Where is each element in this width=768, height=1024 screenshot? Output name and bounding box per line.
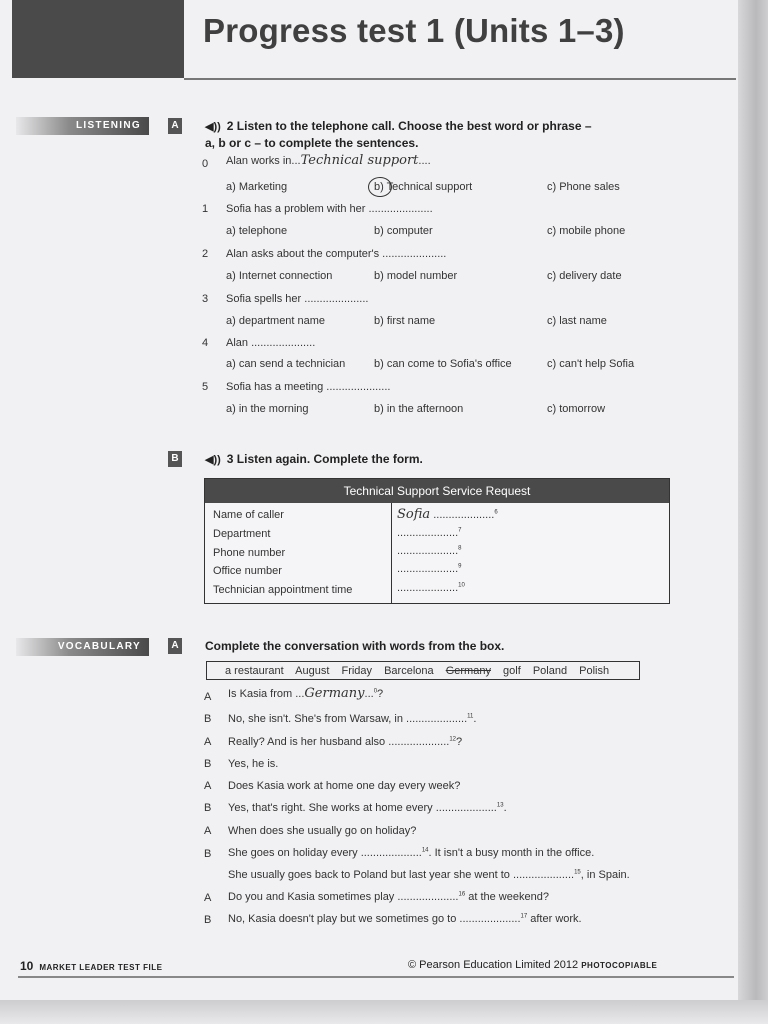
dialogue-line: Yes, he is. xyxy=(228,758,279,770)
item-number: 17 xyxy=(520,913,528,920)
instruction-line2: a, b or c – to complete the sentences. xyxy=(205,136,419,150)
listening-task-a-letter: A xyxy=(168,118,182,134)
item-number: 8 xyxy=(458,545,462,552)
line-end: after work. xyxy=(527,913,582,925)
speaker-label: A xyxy=(204,892,212,904)
dialogue-line xyxy=(228,913,582,925)
line-text: Is Kasia from ... xyxy=(228,688,305,700)
option-b[interactable]: b) computer xyxy=(374,225,433,237)
header-rule xyxy=(184,78,736,80)
option-c[interactable]: c) Phone sales xyxy=(547,181,620,193)
audio-speaker-icon: ◀)) xyxy=(205,121,221,133)
blank: .................... xyxy=(397,527,459,539)
option-a[interactable]: a) department name xyxy=(226,315,326,327)
audio-speaker-icon: ◀)) xyxy=(205,454,221,466)
line-text: Really? And is her husband also .................... xyxy=(228,736,450,748)
form-title: Technical Support Service Request xyxy=(205,479,669,503)
dialogue-line xyxy=(228,802,507,814)
question-number: 0 xyxy=(202,158,209,170)
form-label: Office number xyxy=(213,565,282,577)
option-c[interactable]: c) can't help Sofia xyxy=(547,358,635,370)
dialogue-line xyxy=(228,713,476,725)
form-label: Phone number xyxy=(213,547,286,559)
speaker-label: A xyxy=(204,736,212,748)
line-text: Do you and Kasia sometimes play .................... xyxy=(228,891,459,903)
form-label: Department xyxy=(213,528,271,540)
item-number: 13 xyxy=(496,802,504,809)
item-number: 12 xyxy=(449,736,457,743)
stem-end: . xyxy=(427,155,431,167)
instruction-text: 3 Listen again. Complete the form. xyxy=(226,452,423,466)
dialogue-line-continued xyxy=(228,869,630,881)
line-end: ? xyxy=(456,736,463,748)
blank: .................... xyxy=(397,545,459,557)
form-field-appointment[interactable] xyxy=(397,582,465,594)
photocopiable-label: PHOTOCOPIABLE xyxy=(581,961,658,970)
question-number: 1 xyxy=(202,203,209,215)
dots: ... xyxy=(291,155,301,167)
line-text: Yes, that's right. She works at home every .................... xyxy=(228,802,497,814)
question-number: 4 xyxy=(202,337,209,349)
option-a[interactable]: a) Marketing xyxy=(226,181,288,193)
speaker-label: B xyxy=(204,713,212,725)
footer-left xyxy=(20,959,162,973)
copyright: © Pearson Education Limited 2012 xyxy=(408,959,579,971)
form-label: Name of caller xyxy=(213,509,284,521)
stem-text: Alan works in xyxy=(226,155,292,167)
word-item: a restaurant xyxy=(225,665,284,677)
book-title: MARKET LEADER TEST FILE xyxy=(39,963,163,972)
listening-a-instruction xyxy=(205,118,592,151)
item-number: 0 xyxy=(373,688,378,695)
word-item: Poland xyxy=(532,665,568,677)
instruction-line1: 2 Listen to the telephone call. Choose the best word or phrase – xyxy=(226,119,592,133)
speaker-label: B xyxy=(204,758,212,770)
line-end: . xyxy=(473,713,477,725)
option-b[interactable]: b) Technical support xyxy=(374,181,473,193)
question-stem: Alan asks about the computer's ..................... xyxy=(226,248,447,260)
item-number: 10 xyxy=(458,582,465,589)
form-field-phone[interactable] xyxy=(397,545,461,557)
question-stem: Sofia spells her ..................... xyxy=(226,293,369,305)
speaker-label: A xyxy=(204,825,212,837)
handwritten-answer: Sofia xyxy=(397,507,431,522)
form-field-name[interactable] xyxy=(397,507,498,522)
option-b[interactable]: b) in the afternoon xyxy=(374,403,464,415)
dialogue-line: When does she usually go on holiday? xyxy=(228,825,417,837)
vocabulary-a-instruction: Complete the conversation with words from the box. xyxy=(205,639,505,653)
word-item: golf xyxy=(503,665,521,677)
option-c[interactable]: c) last name xyxy=(547,315,607,327)
blank: .................... xyxy=(397,563,459,575)
word-item: August xyxy=(295,665,330,677)
question-stem: Sofia has a problem with her ..................... xyxy=(226,203,433,215)
dialogue-line: Does Kasia work at home one day every week? xyxy=(228,780,461,792)
listening-section-label: LISTENING xyxy=(16,117,149,135)
line-text: No, she isn't. She's from Warsaw, in .................... xyxy=(228,713,468,725)
speaker-label: B xyxy=(204,848,212,860)
footer-rule xyxy=(18,976,734,978)
dots-end: ... xyxy=(418,155,428,167)
handwritten-answer: Technical support xyxy=(300,153,419,168)
question-stem: Alan ..................... xyxy=(226,337,316,349)
option-a[interactable]: a) Internet connection xyxy=(226,270,333,282)
question-stem xyxy=(226,153,431,168)
item-number: 15 xyxy=(574,869,581,876)
handwritten-answer: Germany xyxy=(304,686,365,701)
word-item: Friday xyxy=(341,665,373,677)
speaker-label: A xyxy=(204,780,212,792)
dialogue-line xyxy=(228,686,383,701)
word-box xyxy=(206,661,640,680)
question-number: 2 xyxy=(202,248,209,260)
option-a[interactable]: a) can send a technician xyxy=(226,358,346,370)
line-end: . xyxy=(503,802,507,814)
dialogue-line xyxy=(228,891,549,903)
word-item: Polish xyxy=(579,665,610,677)
item-number: 11 xyxy=(467,713,474,720)
blank: .................... xyxy=(397,582,459,594)
question-number: 3 xyxy=(202,293,209,305)
option-c[interactable]: c) mobile phone xyxy=(547,225,626,237)
item-number: 7 xyxy=(458,527,462,534)
line-end: at the weekend? xyxy=(465,891,549,903)
dialogue-line xyxy=(228,847,594,859)
option-a[interactable]: a) in the morning xyxy=(226,403,309,415)
page-bottom-shadow xyxy=(0,1000,768,1024)
option-c[interactable]: c) tomorrow xyxy=(547,403,606,415)
line-text: No, Kasia doesn't play but we sometimes go to .................... xyxy=(228,913,521,925)
form-divider xyxy=(391,503,392,603)
item-number: 6 xyxy=(494,509,498,516)
listening-task-b-letter: B xyxy=(168,451,182,467)
vocabulary-task-a-letter: A xyxy=(168,638,182,654)
vocabulary-section-label: VOCABULARY xyxy=(16,638,149,656)
word-item: Barcelona xyxy=(384,665,434,677)
line-end: , in Spain. xyxy=(580,869,630,881)
option-c[interactable]: c) delivery date xyxy=(547,270,622,282)
item-number: 14 xyxy=(421,847,429,854)
speaker-label: A xyxy=(204,691,212,703)
dots: ... xyxy=(364,688,374,700)
page-number: 10 xyxy=(20,959,34,973)
option-b[interactable]: b) model number xyxy=(374,270,458,282)
service-request-form xyxy=(204,478,670,604)
footer-right xyxy=(408,959,657,971)
question-number: 5 xyxy=(202,381,209,393)
word-item-used: Germany xyxy=(445,665,491,677)
option-b[interactable]: b) can come to Sofia's office xyxy=(374,358,512,370)
option-a[interactable]: a) telephone xyxy=(226,225,288,237)
item-number: 9 xyxy=(458,563,462,570)
page-edge-shadow xyxy=(738,0,768,1024)
page-title: Progress test 1 (Units 1–3) xyxy=(203,12,625,49)
item-number: 16 xyxy=(458,891,466,898)
speaker-label: B xyxy=(204,914,212,926)
form-label: Technician appointment time xyxy=(213,584,353,596)
form-field-department[interactable] xyxy=(397,527,461,539)
line-text: She usually goes back to Poland but last year she went to .................... xyxy=(228,869,575,881)
line-end: ? xyxy=(377,688,384,700)
option-b[interactable]: b) first name xyxy=(374,315,436,327)
form-field-office[interactable] xyxy=(397,563,461,575)
dialogue-line xyxy=(228,736,462,748)
blank: .................... xyxy=(430,509,495,521)
listening-b-instruction xyxy=(205,451,423,468)
line-end: . It isn't a busy month in the office. xyxy=(428,847,595,859)
header-block xyxy=(12,0,184,78)
question-stem: Sofia has a meeting ..................... xyxy=(226,381,391,393)
speaker-label: B xyxy=(204,802,212,814)
line-text: She goes on holiday every .................... xyxy=(228,847,422,859)
